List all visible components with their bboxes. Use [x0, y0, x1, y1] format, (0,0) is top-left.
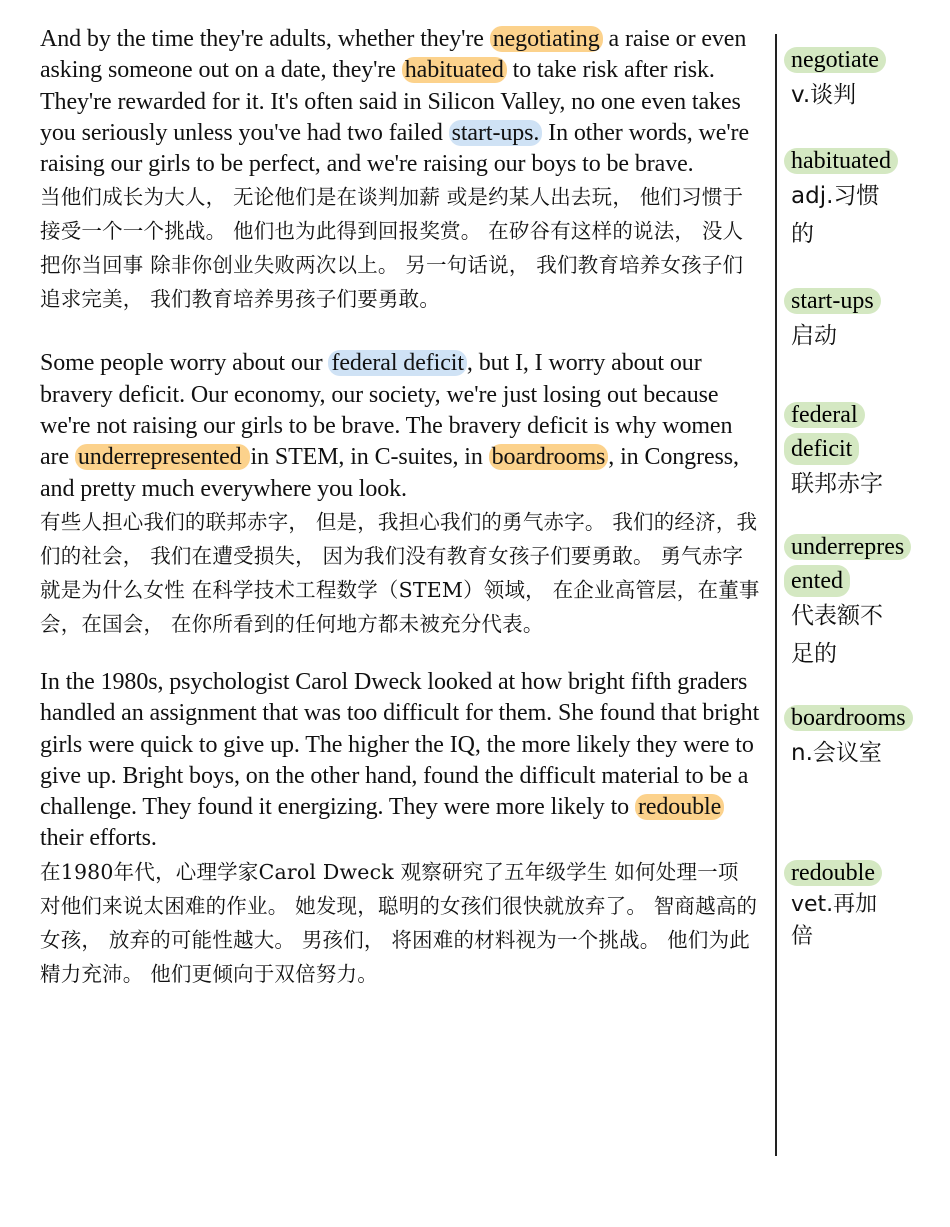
glossary-definition: vet.再加: [791, 892, 878, 917]
glossary-word-cont[interactable]: ented: [784, 565, 850, 597]
glossary-word[interactable]: negotiate: [784, 47, 886, 73]
glossary-word[interactable]: redouble: [784, 860, 882, 886]
glossary-entry-start-ups: [784, 285, 934, 355]
highlight-federal-deficit[interactable]: federal deficit: [328, 350, 466, 376]
chinese-translation: 在1980年代，心理学家Carol Dweck 观察研究了五年级学生 如何处理一项 对他们来说太困难的作业。 她发现，聪明的女孩们很快就放弃了。 智商越高的女孩， 放弃的可能性越大。 男孩们， 将困难的材料视为一个挑战。 他们为此精力充沛。 他们更倾向于双倍努力。: [40, 859, 758, 986]
paragraph-3: [40, 667, 762, 991]
glossary-entry-habituated: [784, 145, 934, 253]
glossary-word[interactable]: federal: [784, 402, 865, 428]
glossary-word-cont[interactable]: deficit: [784, 433, 859, 465]
highlight-habituated[interactable]: habituated: [402, 57, 507, 83]
glossary-entry-boardrooms: [784, 702, 934, 772]
paragraph-2: [40, 348, 762, 640]
glossary-entry-negotiate: [784, 44, 934, 114]
article-body: [40, 24, 762, 991]
glossary-definition: v.谈判: [791, 82, 857, 108]
glossary-definition: 启动: [791, 323, 837, 349]
glossary-entry-federal-deficit: [784, 399, 934, 503]
chinese-translation: 有些人担心我们的联邦赤字， 但是，我担心我们的勇气赤字。 我们的经济，我们的社会， 我们在遭受损失， 因为我们没有教育女孩子们要勇敢。 勇气赤字就是为什么女性 在科学技术工程数学（STEM）领域， 在企业高管层，在董事会，在国会， 在你所看到的任何地方都未被充分代表。: [40, 509, 760, 636]
paragraph-1: [40, 24, 762, 316]
highlight-redouble[interactable]: redouble: [635, 794, 724, 820]
english-text: And by the time they're adults, whether they're negotiating a raise or even asking someone out on a date, they're habituated to take risk after risk. They're rewarded for it. It's often said in Silicon Valley, no one even takes you seriously unless you've had two failed start-ups. In other words, we're raising our girls to be perfect, and we're raising our boys to be brave.: [40, 26, 750, 178]
glossary-definition: 联邦赤字: [791, 471, 883, 497]
glossary-entry-underrepresented: [784, 531, 934, 673]
glossary-word[interactable]: start-ups: [784, 288, 881, 314]
glossary-definition-cont: 倍: [791, 924, 814, 949]
english-text: In the 1980s, psychologist Carol Dweck looked at how bright fifth graders handled an assignment that was too difficult for them. She found that bright girls were quick to give up. The higher the IQ, the more likely they were to give up. Bright boys, on the other hand, found the difficult material to be a challenge. They found it energizing. They were more likely to redouble their efforts.: [40, 668, 760, 852]
glossary-word[interactable]: underrepres: [784, 534, 911, 560]
glossary-entry-redouble: [784, 857, 934, 953]
highlight-negotiating[interactable]: negotiating: [490, 26, 603, 52]
glossary-word[interactable]: habituated: [784, 148, 898, 174]
highlight-underrepresented[interactable]: underrepresented: [75, 444, 251, 470]
english-text: Some people worry about our federal deficit , but I, I worry about our bravery deficit. Our economy, our society, we're just losing out because we're not raising our girls to be brave. The bravery deficit is why women are underrepresented in STEM, in C-suites, in boardrooms , in Congress, and pretty much everywhere you look.: [40, 350, 739, 502]
glossary-definition-cont: 的: [791, 221, 814, 247]
glossary-definition: n.会议室: [791, 740, 882, 766]
column-divider: [775, 34, 777, 1156]
highlight-start-ups[interactable]: start-ups.: [449, 120, 543, 146]
glossary-definition: adj.习惯: [791, 183, 880, 209]
glossary-word[interactable]: boardrooms: [784, 705, 913, 731]
highlight-boardrooms[interactable]: boardrooms: [489, 444, 609, 470]
glossary-definition-cont: 足的: [791, 641, 837, 667]
chinese-translation: 当他们成长为大人， 无论他们是在谈判加薪 或是约某人出去玩， 他们习惯于接受一个一个挑战。 他们也为此得到回报奖赏。 在矽谷有这样的说法， 没人把你当回事 除非你创业失败两次以上。 另一句话说， 我们教育培养女孩子们追求完美， 我们教育培养男孩子们要勇敢。: [40, 185, 744, 312]
glossary-definition: 代表额不: [791, 603, 883, 629]
